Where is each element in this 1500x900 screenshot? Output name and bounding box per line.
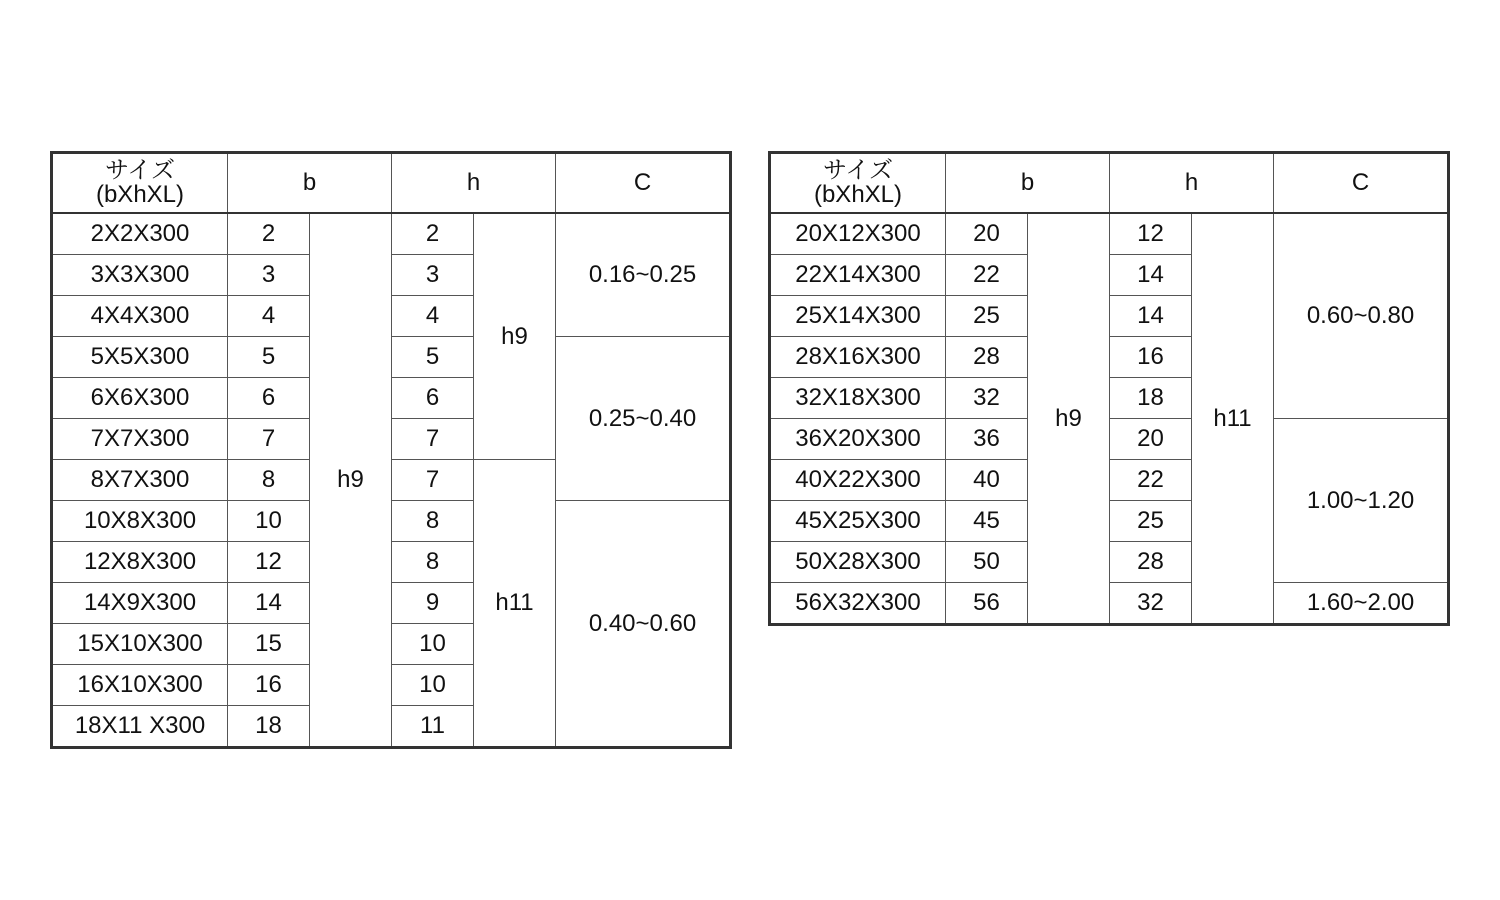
b-cell: 18 — [228, 706, 310, 748]
b-header: b — [228, 153, 392, 214]
b-cell: 15 — [228, 624, 310, 665]
h-cell: 8 — [392, 542, 474, 583]
b-cell: 2 — [228, 213, 310, 255]
c-range-cell: 0.25~0.40 — [556, 337, 731, 501]
size-cell: 6X6X300 — [52, 378, 228, 419]
c-header: C — [556, 153, 731, 214]
table-row — [770, 419, 1449, 460]
table-row — [52, 501, 731, 542]
size-cell: 4X4X300 — [52, 296, 228, 337]
size-cell: 16X10X300 — [52, 665, 228, 706]
b-cell: 28 — [946, 337, 1028, 378]
h-cell: 10 — [392, 624, 474, 665]
size-header-line1: サイズ — [822, 157, 894, 184]
h-cell: 25 — [1110, 501, 1192, 542]
size-cell: 2X2X300 — [52, 213, 228, 255]
h-cell: 32 — [1110, 583, 1192, 625]
size-cell: 12X8X300 — [52, 542, 228, 583]
h-header: h — [392, 153, 556, 214]
b-cell: 20 — [946, 213, 1028, 255]
size-cell: 8X7X300 — [52, 460, 228, 501]
c-range-cell: 1.00~1.20 — [1274, 419, 1449, 583]
size-cell: 50X28X300 — [770, 542, 946, 583]
b-tolerance-cell: h9 — [310, 213, 392, 748]
b-header: b — [946, 153, 1110, 214]
h-cell: 22 — [1110, 460, 1192, 501]
h-cell: 28 — [1110, 542, 1192, 583]
b-cell: 36 — [946, 419, 1028, 460]
table-row — [770, 583, 1449, 625]
h-cell: 5 — [392, 337, 474, 378]
h-cell: 2 — [392, 213, 474, 255]
spec-table-right — [768, 151, 1450, 626]
size-cell: 28X16X300 — [770, 337, 946, 378]
size-cell: 18X11 X300 — [52, 706, 228, 748]
b-cell: 56 — [946, 583, 1028, 625]
h-cell: 10 — [392, 665, 474, 706]
h-tolerance-cell: h11 — [474, 460, 556, 748]
c-range-cell: 0.40~0.60 — [556, 501, 731, 748]
table-row — [770, 213, 1449, 255]
b-cell: 10 — [228, 501, 310, 542]
size-cell: 25X14X300 — [770, 296, 946, 337]
b-cell: 5 — [228, 337, 310, 378]
c-range-cell: 0.60~0.80 — [1274, 213, 1449, 419]
c-range-cell: 1.60~2.00 — [1274, 583, 1449, 625]
size-cell: 10X8X300 — [52, 501, 228, 542]
h-cell: 20 — [1110, 419, 1192, 460]
c-header: C — [1274, 153, 1449, 214]
h-cell: 18 — [1110, 378, 1192, 419]
b-cell: 12 — [228, 542, 310, 583]
h-cell: 6 — [392, 378, 474, 419]
h-cell: 14 — [1110, 255, 1192, 296]
size-cell: 15X10X300 — [52, 624, 228, 665]
size-cell: 40X22X300 — [770, 460, 946, 501]
h-cell: 12 — [1110, 213, 1192, 255]
size-cell: 14X9X300 — [52, 583, 228, 624]
header-row — [770, 153, 1449, 214]
size-cell: 5X5X300 — [52, 337, 228, 378]
b-cell: 45 — [946, 501, 1028, 542]
size-cell: 32X18X300 — [770, 378, 946, 419]
size-cell: 7X7X300 — [52, 419, 228, 460]
size-header-line2: (bXhXL) — [813, 181, 903, 208]
h-tolerance-cell: h11 — [1192, 213, 1274, 625]
size-cell: 3X3X300 — [52, 255, 228, 296]
size-cell: 20X12X300 — [770, 213, 946, 255]
h-cell: 9 — [392, 583, 474, 624]
header-row — [52, 153, 731, 214]
h-cell: 7 — [392, 419, 474, 460]
b-cell: 3 — [228, 255, 310, 296]
h-cell: 4 — [392, 296, 474, 337]
h-cell: 11 — [392, 706, 474, 748]
spec-table-left — [50, 151, 732, 749]
c-range-cell: 0.16~0.25 — [556, 213, 731, 337]
b-cell: 6 — [228, 378, 310, 419]
b-cell: 4 — [228, 296, 310, 337]
h-cell: 16 — [1110, 337, 1192, 378]
b-cell: 40 — [946, 460, 1028, 501]
b-cell: 50 — [946, 542, 1028, 583]
h-cell: 3 — [392, 255, 474, 296]
h-cell: 14 — [1110, 296, 1192, 337]
size-header — [770, 153, 946, 214]
b-cell: 14 — [228, 583, 310, 624]
size-header — [52, 153, 228, 214]
size-cell: 45X25X300 — [770, 501, 946, 542]
b-cell: 16 — [228, 665, 310, 706]
h-tolerance-cell: h9 — [474, 213, 556, 460]
size-cell: 36X20X300 — [770, 419, 946, 460]
size-header-line1: サイズ — [104, 157, 176, 184]
size-cell: 56X32X300 — [770, 583, 946, 625]
b-cell: 22 — [946, 255, 1028, 296]
h-cell: 7 — [392, 460, 474, 501]
table-row — [52, 213, 731, 255]
size-header-line2: (bXhXL) — [95, 181, 185, 208]
b-cell: 7 — [228, 419, 310, 460]
table-row — [52, 337, 731, 378]
b-tolerance-cell: h9 — [1028, 213, 1110, 625]
b-cell: 32 — [946, 378, 1028, 419]
h-header: h — [1110, 153, 1274, 214]
b-cell: 8 — [228, 460, 310, 501]
b-cell: 25 — [946, 296, 1028, 337]
h-cell: 8 — [392, 501, 474, 542]
size-cell: 22X14X300 — [770, 255, 946, 296]
